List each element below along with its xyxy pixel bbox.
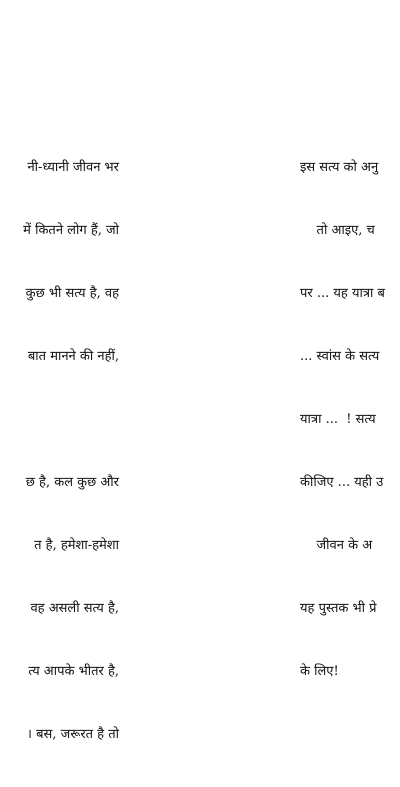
- text-line: यह पुस्तक भी प्रे: [300, 601, 377, 616]
- text-line: यात्रा ... ! सत्य: [300, 412, 376, 427]
- text-line: छ है, कल कुछ और: [25, 475, 119, 490]
- text-line: ... स्वांस के सत्य: [300, 349, 380, 364]
- text-line: त्य आपके भीतर है,: [28, 664, 119, 679]
- text-line: में कितने लोग हैं, जो: [23, 223, 119, 238]
- text-line: कीजिए ... यही उ: [300, 475, 384, 490]
- text-line: के लिए!: [300, 664, 339, 679]
- text-line: नी-ध्यानी जीवन भर: [27, 160, 119, 175]
- text-line: । बस, जरूरत है तो: [27, 727, 119, 742]
- text-line: त है, हमेशा-हमेशा: [34, 538, 119, 553]
- text-line: वह असली सत्य है,: [30, 601, 119, 616]
- text-line: इस सत्य को अनु: [300, 160, 379, 175]
- text-line: जीवन के अ: [300, 538, 373, 553]
- paragraph-gap: [0, 409, 119, 430]
- text-line: पर ... यह यात्रा ब: [300, 286, 385, 301]
- left-page-text: [0, 115, 119, 787]
- right-page-text: [300, 115, 400, 724]
- text-line: बात मानने की नहीं,: [27, 349, 119, 364]
- text-line: तो आइए, च: [300, 223, 375, 238]
- text-line: कुछ भी सत्य है, वह: [25, 286, 119, 301]
